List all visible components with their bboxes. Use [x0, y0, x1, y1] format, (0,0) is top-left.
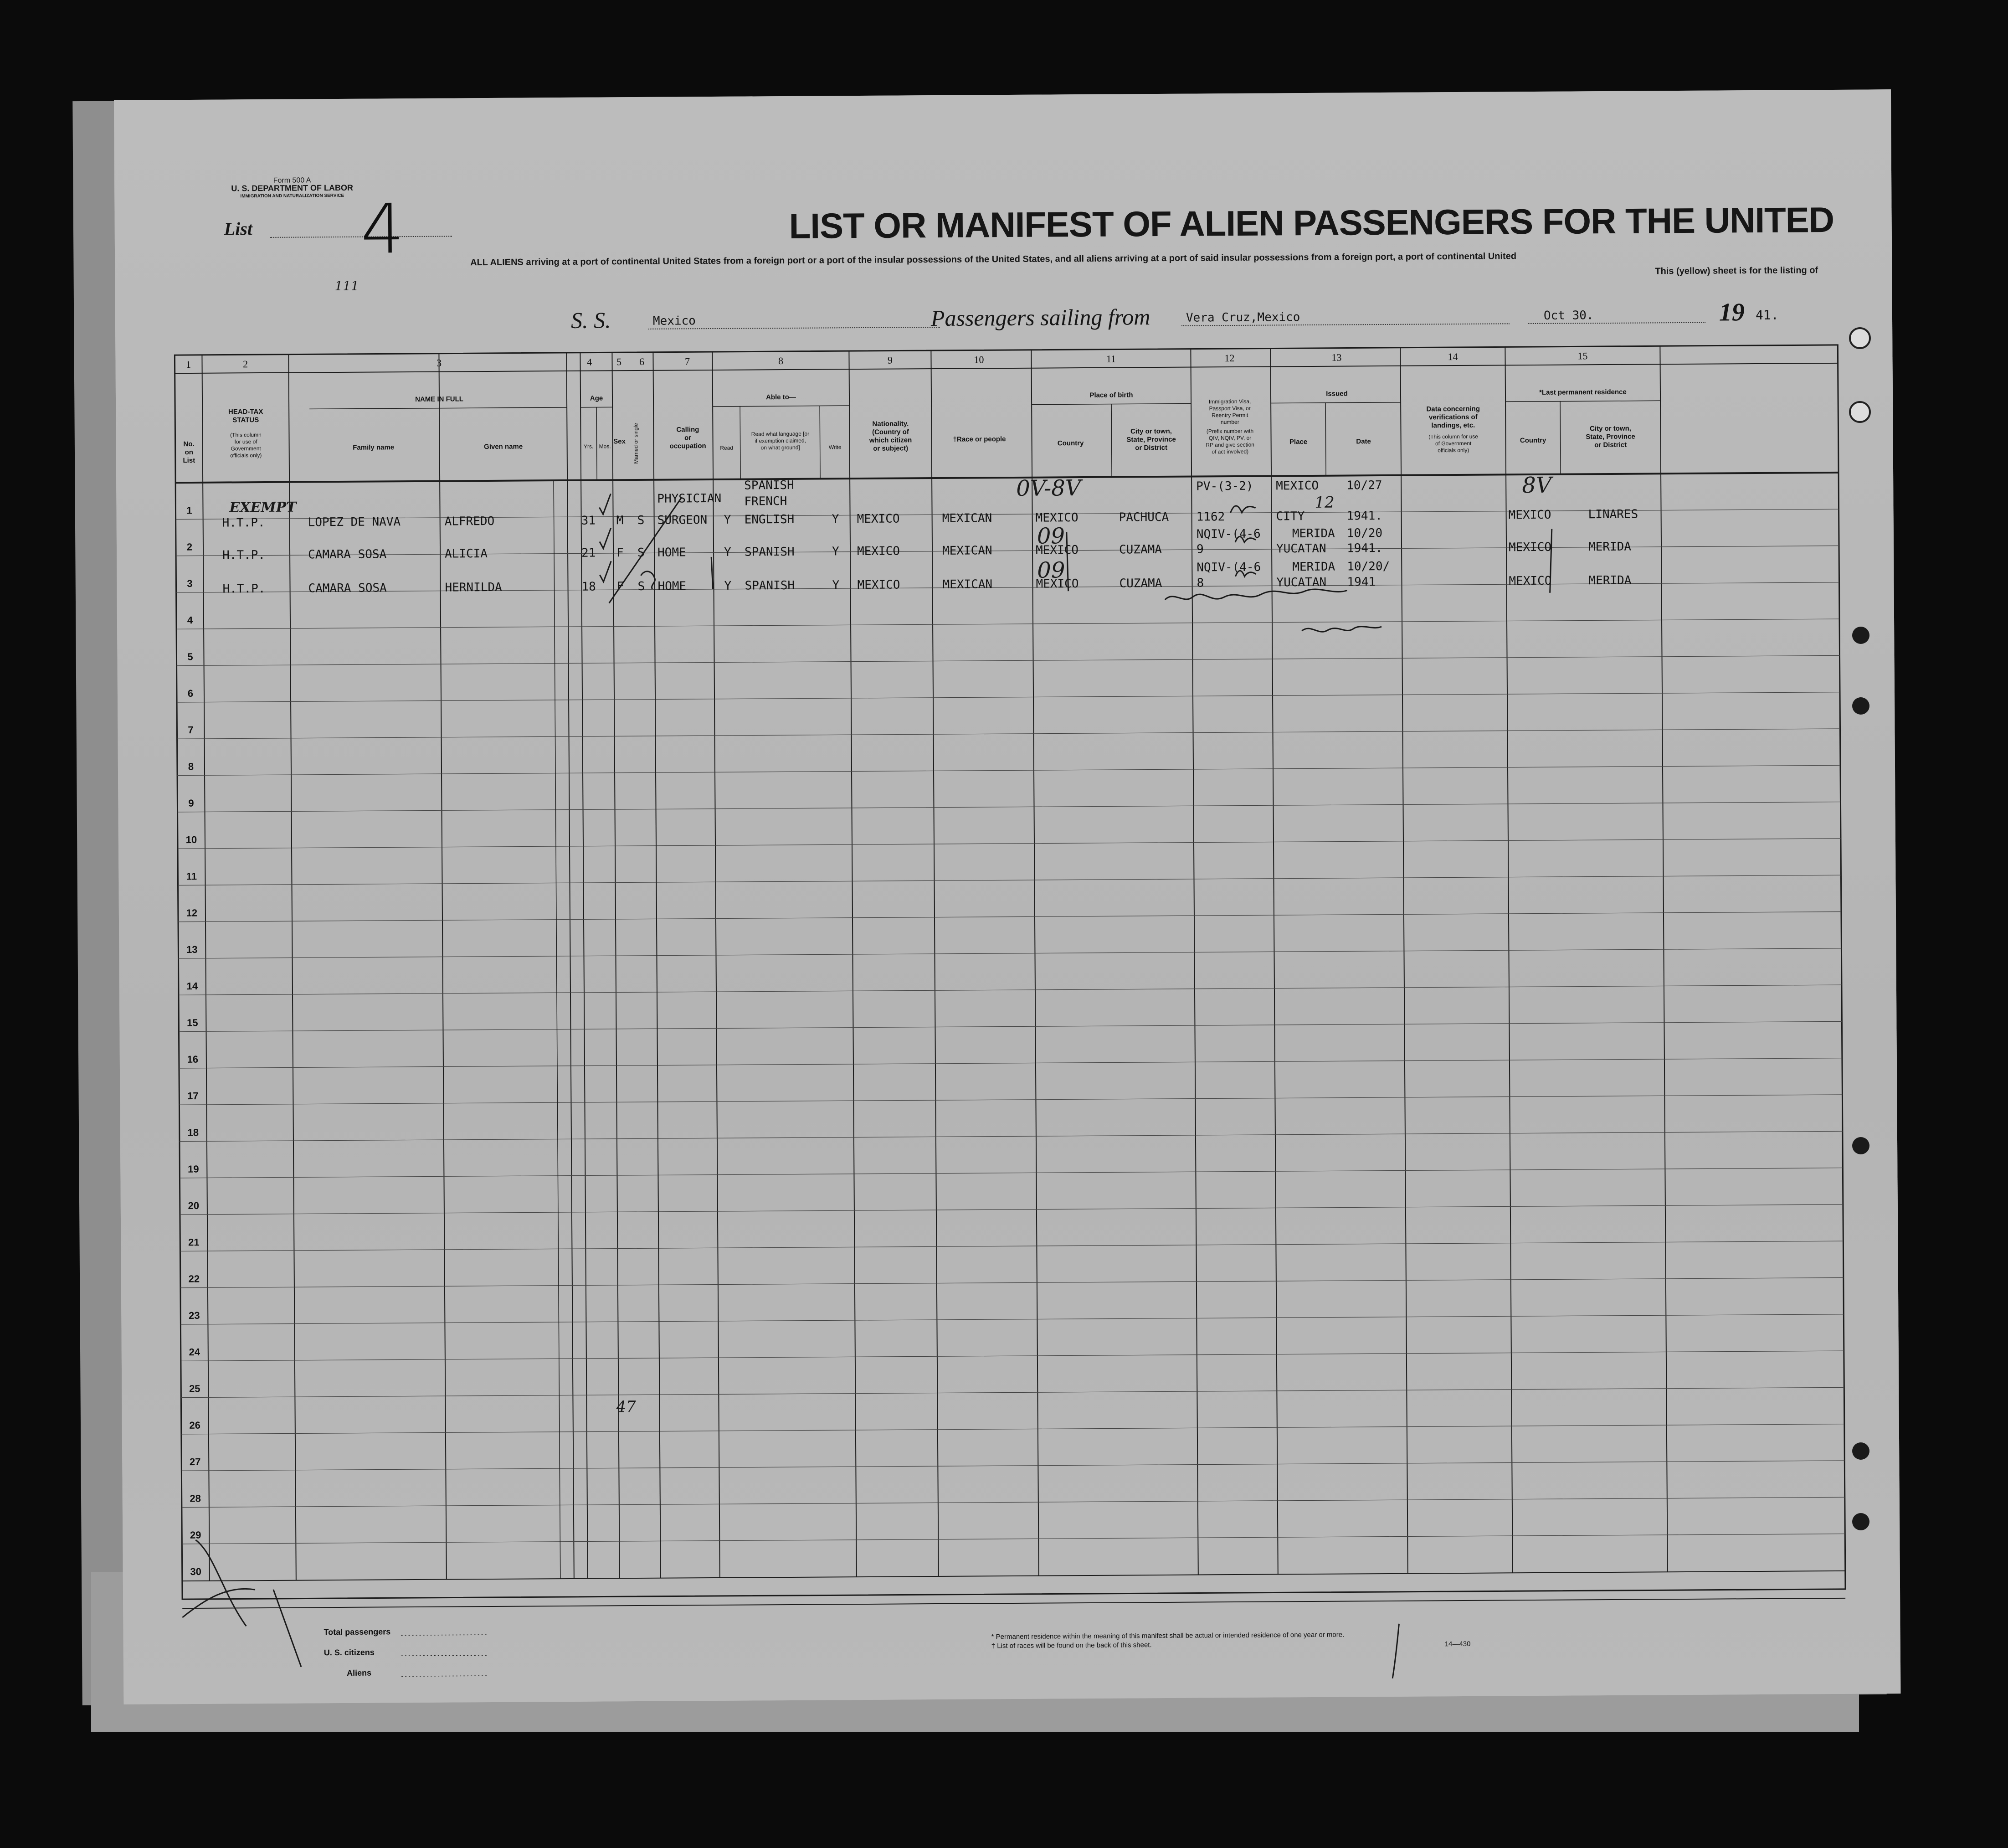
column-dividers: [202, 346, 1667, 1580]
hdr-visa-1: Immigration Visa,: [1208, 398, 1251, 405]
hdr-landing-1: Data concerning: [1426, 405, 1480, 413]
column-divider: [712, 352, 719, 1578]
hdr-no-3: List: [183, 456, 195, 465]
column-divider: [1270, 349, 1278, 1575]
column-divider: [931, 350, 938, 1576]
row-number: 25: [189, 1383, 200, 1395]
binder-hole: [1849, 327, 1871, 349]
checkmark-row-1: [599, 494, 611, 514]
binder-hole: [1852, 697, 1869, 715]
hdr-issued-place: Place: [1289, 438, 1308, 446]
ss-label: S. S.: [570, 307, 611, 333]
manifest-subtitle: ALL ALIENS arriving at a port of continental United States from a foreign port or a port of the insular possessions of the United States, and all aliens arriving at a port of said insular possessions from a foreign port, a port of continental United: [470, 251, 1517, 268]
r3-family: CAMARA SOSA: [308, 581, 387, 596]
hdr-read-lang-3: on what ground]: [760, 444, 800, 451]
footnote-races: † List of races will be found on the back of this sheet.: [991, 1641, 1152, 1650]
r2-res-country: MEXICO: [1508, 540, 1552, 555]
side-111: 111: [334, 278, 359, 294]
sailing-label: Passengers sailing from: [930, 304, 1150, 331]
row-number: 9: [188, 797, 194, 809]
column-divider: [436, 354, 446, 1580]
hdr-calling-1: Calling: [676, 426, 699, 434]
row-divider: [181, 1461, 1844, 1471]
row-number: 17: [187, 1090, 199, 1102]
row-divider: [179, 1095, 1842, 1105]
r1-yrs: 31: [581, 514, 596, 528]
row-number: 16: [187, 1053, 199, 1065]
r2-visa-1: NQIV-(4-6: [1196, 527, 1261, 541]
hdr-birth-city-3: or District: [1135, 443, 1168, 452]
r3-read: Y: [724, 579, 732, 593]
row-number: 4: [187, 614, 193, 626]
list-number: 4: [360, 190, 405, 269]
colnum-15: 15: [1577, 350, 1588, 362]
passenger-row-2: [222, 525, 1632, 562]
r3-visa-1: NQIV-(4-6: [1197, 560, 1261, 575]
r2-write: Y: [832, 545, 839, 559]
hdr-family-name: Family name: [353, 443, 395, 452]
colnum-8: 8: [778, 355, 784, 367]
row-divider: [180, 1241, 1843, 1251]
residence-brace: [1550, 529, 1552, 593]
r1-birth-note: 0V-8V: [1016, 475, 1081, 501]
hdr-visa-8: of act involved): [1212, 448, 1249, 455]
hdr-residence: *Last permanent residence: [1539, 388, 1627, 396]
r2-issued-date-2: 1941.: [1346, 541, 1383, 556]
column-divider: [1660, 346, 1667, 1572]
hdr-read: Read: [720, 444, 734, 451]
row-divider: [179, 1021, 1842, 1031]
column-headers: [183, 388, 1635, 467]
count-47: 47: [616, 1398, 636, 1416]
row-divider: [179, 1058, 1842, 1068]
r3-lang: SPANISH: [745, 578, 795, 593]
r3-birth-country: MEXICO: [1036, 577, 1079, 591]
total-passengers-label: Total passengers: [324, 1627, 391, 1637]
row-number: 11: [186, 870, 197, 882]
row-number: 12: [186, 907, 198, 919]
r1-write: Y: [832, 512, 839, 526]
row-divider: [178, 839, 1841, 849]
hdr-landing-6: officials only): [1438, 447, 1469, 454]
row-number: 26: [189, 1419, 201, 1431]
r3-married: S: [637, 579, 645, 593]
colnum-4: 4: [586, 356, 592, 368]
hdr-headtax-2: STATUS: [232, 416, 259, 424]
aliens-label: Aliens: [347, 1668, 372, 1678]
column-divider: [288, 355, 296, 1580]
year-prefix: 19: [1719, 298, 1745, 327]
colnum-2: 2: [242, 358, 248, 370]
hdr-landing-4: (This column for use: [1428, 433, 1478, 440]
r3-race: MEXICAN: [942, 577, 993, 592]
r3-visa-2: 8: [1197, 576, 1204, 590]
r2-birth-note: 09: [1037, 523, 1065, 549]
r2-given: ALICIA: [445, 547, 488, 561]
row-number: 3: [187, 577, 193, 589]
r3-calling: HOME: [657, 579, 687, 593]
r1-res-note: 8V: [1522, 472, 1552, 499]
manifest-subtitle-2: This (yellow) sheet is for the listing of: [1655, 265, 1818, 277]
form-number: Form 500 A: [273, 176, 311, 185]
r2-birth-city: CUZAMA: [1119, 542, 1162, 557]
row-number: 13: [186, 943, 198, 955]
r2-race: MEXICAN: [942, 544, 992, 558]
hdr-visa-2: Passport Visa, or: [1209, 405, 1251, 412]
row-divider: [181, 1387, 1844, 1397]
row-number: 2: [186, 541, 193, 553]
row-divider: [182, 1534, 1845, 1544]
row-number: 10: [185, 834, 197, 846]
hdr-headtax-4: for use of: [234, 438, 257, 445]
row-divider: [181, 1424, 1844, 1434]
r2-lang: SPANISH: [744, 545, 795, 559]
year-suffix: 41.: [1755, 307, 1779, 323]
r1-res-country: MEXICO: [1508, 508, 1551, 522]
row-divider: [177, 729, 1840, 739]
row-number: 23: [188, 1309, 200, 1321]
r1-visa-1: PV-(3-2): [1196, 479, 1253, 494]
hdr-read-lang-1: Read what language [or: [751, 430, 810, 438]
row-divider: [178, 875, 1841, 885]
r3-write: Y: [832, 578, 840, 592]
hdr-no-1: No.: [183, 440, 195, 448]
column-divider: [849, 351, 856, 1577]
hdr-nationality-2: (Country of: [872, 428, 909, 436]
colnum-10: 10: [974, 354, 984, 365]
r3-issued-place-1: MERIDA: [1292, 560, 1335, 574]
row-divider: [180, 1277, 1844, 1287]
colnum-14: 14: [1448, 350, 1458, 363]
colnum-11: 11: [1106, 353, 1116, 365]
hdr-able-to: Able to—: [766, 393, 796, 402]
hdr-res-country: Country: [1520, 436, 1546, 445]
manifest-sheet: [114, 89, 1900, 1704]
r1-head-tax: H.T.P.: [222, 515, 265, 530]
r1-married: S: [637, 513, 645, 528]
r1-issued-place-1: MEXICO: [1276, 479, 1319, 493]
row-divider: [177, 692, 1840, 702]
row-divider: [178, 802, 1841, 812]
footer-totals: [324, 1621, 1470, 1678]
row-divider: [180, 1168, 1843, 1178]
hdr-age: Age: [590, 394, 603, 402]
r2-birth-country: MEXICO: [1035, 543, 1079, 557]
binder-hole: [1852, 1137, 1869, 1154]
r1-birth-city: PACHUCA: [1119, 510, 1169, 525]
row-number: 18: [187, 1127, 199, 1138]
r2-nationality: MEXICO: [857, 544, 900, 559]
sailing-port: Vera Cruz,Mexico: [1186, 310, 1300, 325]
hdr-calling-2: or: [684, 434, 692, 442]
hdr-race: †Race or people: [953, 435, 1006, 443]
row-number: 1: [186, 504, 192, 516]
column-divider: [1400, 348, 1407, 1574]
r2-issued-place-1: MERIDA: [1292, 526, 1335, 541]
colnum-5: 5: [616, 356, 622, 368]
hdr-res-city-1: City or town,: [1589, 424, 1631, 433]
r3-issued-place-2: YUCATAN: [1276, 575, 1327, 590]
hdr-no-2: on: [185, 448, 193, 457]
colnum-6: 6: [639, 355, 645, 367]
r3-nationality: MEXICO: [857, 578, 900, 592]
footer-scribble: [182, 1539, 301, 1668]
colnum-12: 12: [1224, 352, 1235, 364]
hdr-nationality-4: or subject): [873, 444, 909, 453]
service: IMMIGRATION AND NATURALIZATION SERVICE: [240, 193, 344, 199]
r2-head-tax: H.T.P.: [222, 548, 266, 562]
r1-issued-date-2: 1941.: [1346, 509, 1382, 523]
colnum-13: 13: [1331, 351, 1342, 363]
r3-birth-note: 09: [1037, 557, 1065, 583]
r3-issued-date-2: 1941: [1347, 575, 1376, 589]
hdr-landing-3: landings, etc.: [1431, 421, 1475, 430]
r2-visa-2: 9: [1196, 542, 1204, 556]
manifest-table: [114, 89, 1900, 1704]
row-number: 15: [187, 1017, 198, 1029]
column-divider: [1505, 347, 1512, 1573]
column-divider: [202, 355, 209, 1581]
hdr-res-city-3: or District: [1594, 441, 1627, 449]
colnum-1: 1: [185, 358, 191, 371]
r3-head-tax: H.T.P.: [222, 582, 266, 596]
column-divider: [580, 353, 587, 1579]
r1-lang-3: ENGLISH: [744, 512, 795, 527]
exempt-stamp: EXEMPT: [229, 499, 297, 516]
checkmark-row-3: [600, 561, 611, 582]
hdr-res-city-2: State, Province: [1586, 432, 1635, 441]
r2-family: CAMARA SOSA: [308, 547, 387, 562]
hdr-headtax-5: Government: [231, 445, 261, 452]
passenger-row-3: [222, 558, 1632, 596]
r3-res-city: MERIDA: [1588, 573, 1632, 588]
hdr-write: Write: [828, 444, 842, 451]
row-number: 27: [189, 1456, 201, 1468]
r1-nationality: MEXICO: [857, 512, 900, 526]
hdr-nationality-3: which citizen: [869, 436, 912, 444]
hdr-birth-country: Country: [1057, 439, 1084, 448]
hdr-headtax-6: officials only): [230, 452, 262, 459]
r3-res-country: MEXICO: [1509, 574, 1552, 588]
row-divider: [176, 619, 1839, 629]
binder-hole: [1852, 1513, 1869, 1530]
r2-sex: F: [616, 546, 624, 560]
table-frame: [175, 345, 1845, 1608]
r1-issued-place-2: CITY: [1276, 510, 1305, 524]
hdr-visa-4: number: [1220, 418, 1239, 426]
r1-visa-note: 12: [1315, 493, 1335, 512]
list-label: List: [224, 218, 253, 239]
row-number: 19: [188, 1163, 199, 1175]
row-divider: [181, 1351, 1844, 1361]
r2-read: Y: [724, 545, 731, 559]
row-divider: [178, 911, 1841, 921]
ship-name: Mexico: [652, 314, 696, 328]
hdr-mos: Mos.: [599, 443, 611, 450]
r3-birth-city: CUZAMA: [1119, 576, 1162, 591]
r1-calling-1: PHYSICIAN: [657, 491, 722, 506]
colnum-9: 9: [887, 354, 893, 366]
r1-visa-2: 1162: [1196, 510, 1225, 524]
r1-lang-1: SPANISH: [744, 478, 794, 493]
hdr-name-in-full: NAME IN FULL: [415, 395, 463, 403]
row-divider: [180, 1314, 1844, 1324]
binder-hole: [1852, 1442, 1869, 1460]
r2-issued-date-1: 10/20: [1346, 526, 1383, 541]
r1-issued-date-1: 10/27: [1346, 479, 1382, 493]
row-divider: [177, 655, 1840, 665]
us-citizens-label: U. S. citizens: [324, 1647, 375, 1658]
colnum-3: 3: [436, 357, 442, 369]
hdr-given-name: Given name: [484, 443, 523, 451]
r2-married: S: [637, 546, 645, 560]
r1-res-city: LINARES: [1588, 507, 1638, 522]
row-number: 21: [188, 1236, 200, 1248]
hdr-married: Married or single: [632, 423, 639, 464]
hdr-visa-5: (Prefix number with: [1206, 427, 1254, 435]
r1-sex: M: [616, 514, 624, 528]
r2-calling: HOME: [657, 546, 686, 560]
r1-family: LOPEZ DE NAVA: [308, 515, 401, 530]
r3-given: HERNILDA: [445, 580, 502, 595]
row-divider: [180, 1205, 1843, 1215]
r2-issued-place-2: YUCATAN: [1276, 541, 1326, 556]
row-divider: [177, 765, 1840, 775]
binder-hole: [1852, 627, 1869, 644]
colnum-7: 7: [684, 355, 690, 367]
department: U. S. DEPARTMENT OF LABOR: [231, 183, 354, 193]
binder-hole: [1849, 401, 1871, 423]
sailing-date: Oct 30.: [1543, 309, 1594, 323]
row-number: 14: [186, 980, 198, 992]
row-number: 24: [189, 1346, 200, 1358]
r1-race: MEXICAN: [942, 511, 992, 525]
hdr-yrs: Yrs.: [583, 443, 594, 450]
row-number: 6: [187, 687, 194, 699]
hdr-nationality-1: Nationality.: [872, 420, 909, 428]
row-divider: [182, 1497, 1845, 1507]
hdr-calling-3: occupation: [669, 442, 706, 450]
r1-lang-2: FRENCH: [744, 494, 787, 509]
row-number: 22: [188, 1273, 200, 1285]
hdr-place-of-birth: Place of birth: [1089, 391, 1133, 399]
r3-yrs: 18: [581, 580, 596, 594]
row-number: 20: [188, 1199, 200, 1212]
r3-sex: F: [616, 580, 624, 594]
row-number: 28: [190, 1493, 201, 1504]
manifest-title: LIST OR MANIFEST OF ALIEN PASSENGERS FOR THE UNITED: [789, 199, 1834, 246]
hdr-headtax-1: HEAD-TAX: [228, 408, 263, 416]
row-number: 8: [188, 761, 194, 772]
hdr-birth-city-2: State, Province: [1126, 435, 1176, 444]
hdr-headtax-3: (This column: [230, 432, 262, 438]
row-divider: [179, 948, 1842, 958]
r1-read: Y: [724, 513, 731, 527]
hdr-visa-3: Reentry Permit: [1212, 412, 1248, 419]
column-divider: [566, 353, 574, 1579]
form-code: 14—430: [1444, 1640, 1471, 1648]
row-divider: [179, 985, 1842, 995]
hdr-issued: Issued: [1326, 390, 1348, 398]
hdr-birth-city-1: City or town,: [1130, 427, 1172, 436]
r1-calling-2: SURGEON: [657, 513, 708, 527]
hdr-issued-date: Date: [1356, 438, 1371, 446]
r2-res-city: MERIDA: [1588, 540, 1632, 554]
r2-yrs: 21: [581, 546, 596, 560]
hdr-landing-2: verifications of: [1428, 413, 1478, 422]
row-number: 7: [188, 724, 194, 736]
row-number: 30: [190, 1565, 202, 1578]
hdr-visa-6: QIV, NQIV, PV, or: [1208, 434, 1252, 442]
row-number: 5: [187, 651, 193, 663]
r3-issued-date-1: 10/20/: [1347, 559, 1390, 574]
hdr-read-lang-2: if exemption claimed,: [755, 437, 806, 444]
checkmark-row-2: [600, 528, 611, 548]
hdr-visa-7: RP and give section: [1206, 441, 1254, 448]
hdr-sex: Sex: [613, 438, 626, 446]
row-number: 29: [190, 1529, 201, 1541]
r1-birth-country: MEXICO: [1035, 511, 1078, 525]
hdr-landing-5: of Government: [1435, 440, 1472, 447]
row-divider: [180, 1131, 1843, 1141]
footer-tick: [1392, 1624, 1399, 1678]
signature-scrawl: [1165, 589, 1382, 633]
footnote-residence: * Permanent residence within the meaning of this manifest shall be actual or intended residence of one year or more.: [991, 1631, 1345, 1641]
r1-given: ALFREDO: [444, 514, 495, 529]
row-dividers: [176, 509, 1845, 1544]
